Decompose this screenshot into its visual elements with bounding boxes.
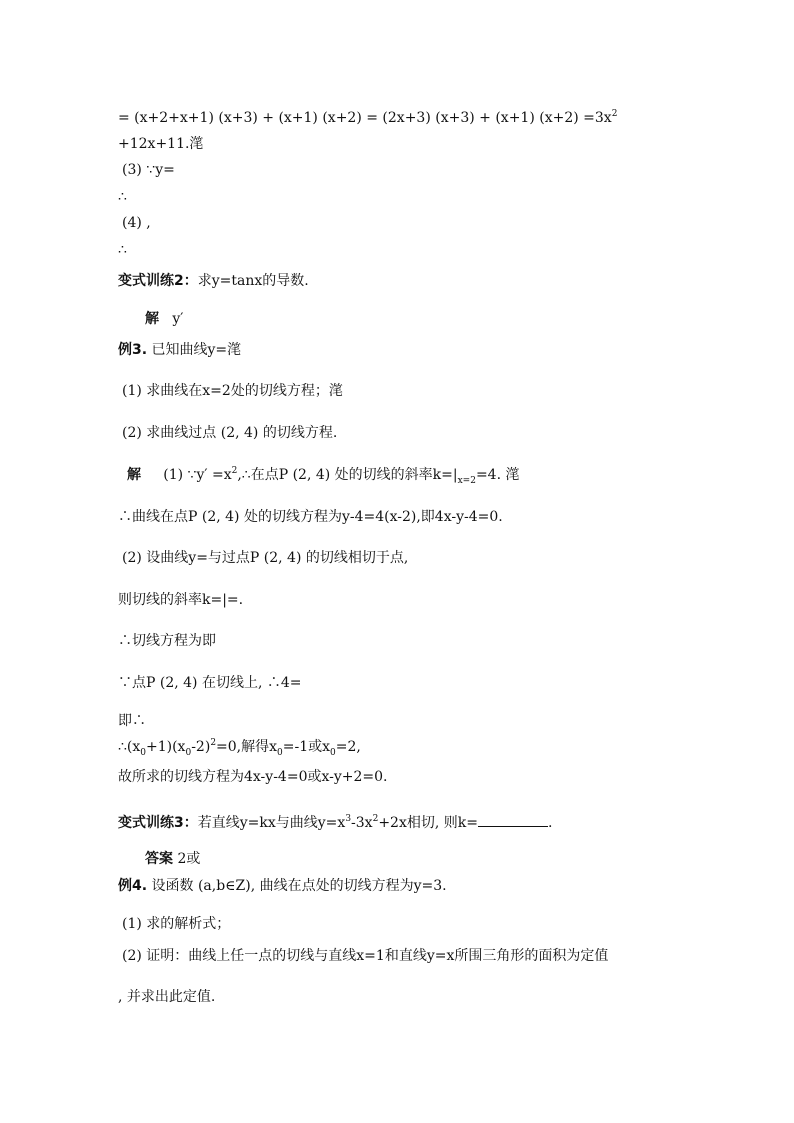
answer-line: 答案 2或 (145, 851, 201, 867)
text-line-4: ∴ (118, 189, 127, 205)
part-2: (2) 设曲线y=与过点P (2, 4) 的切线相切于点, (122, 550, 409, 566)
solution-1: 解 y′ (145, 311, 184, 327)
example-3-q1: (1) 求曲线在x=2处的切线方程；滗 (122, 383, 343, 399)
equation-line: ∴切线方程为即 (118, 633, 216, 649)
variant-2: 变式训练2：求y=tanx的导数. (118, 273, 309, 289)
text-line-1: = (x+2+x+1) (x+3) + (x+1) (x+2) = (2x+3) (x+3) + (x+1) $(x+2) =3x^2$ (118, 109, 618, 126)
ji-line: 即∴ (118, 713, 146, 729)
example-3-q2: (2) 求曲线过点 (2, 4) 的切线方程. (122, 425, 338, 441)
solve-line: $\therefore(x_0+1)(x_0-2)^2=0$,解得$x_0=-1$或$x_0=2$, (118, 738, 361, 758)
text-line-2: +12x+11.滗 (118, 136, 204, 152)
text-line-5: (4) , (122, 215, 151, 231)
tangent-line-1: ∴曲线在点P (2, 4) 处的切线方程为y-4=4(x-2),即4x-y-4=0. (118, 509, 503, 525)
slope-line: 则切线的斜率k=|=. (118, 592, 244, 608)
solution-2: 解 (1) ∵y′ $=x^2,\therefore$在点P (2, 4) 处的切线的斜率$k=|_{x=2}=4$. 滗 (127, 466, 520, 486)
variant-3: 变式训练3：若直线y=kx与曲线$y=x^3-3x^2+2x$相切, 则k= . (118, 814, 553, 831)
text-line-6: ∴ (118, 242, 127, 258)
example-4: 例4. 设函数 (a,b∈Z), 曲线在点处的切线方程为y=3. (118, 878, 447, 894)
example-3: 例3. 已知曲线y=滗 (118, 342, 242, 358)
example-4-q2: (2) 证明：曲线上任一点的切线与直线x=1和直线y=x所围三角形的面积为定值 (122, 948, 609, 964)
text-line-3: (3) ∵y= (122, 162, 175, 178)
example-4-q1: (1) 求的解析式； (122, 916, 231, 932)
answer-blank (478, 812, 548, 827)
point-line: ∵点P (2, 4) 在切线上, ∴4= (118, 675, 302, 691)
final-answer: 故所求的切线方程为4x-y-4=0或x-y+2=0. (118, 769, 388, 785)
example-4-q2-cont: , 并求出此定值. (118, 989, 216, 1005)
